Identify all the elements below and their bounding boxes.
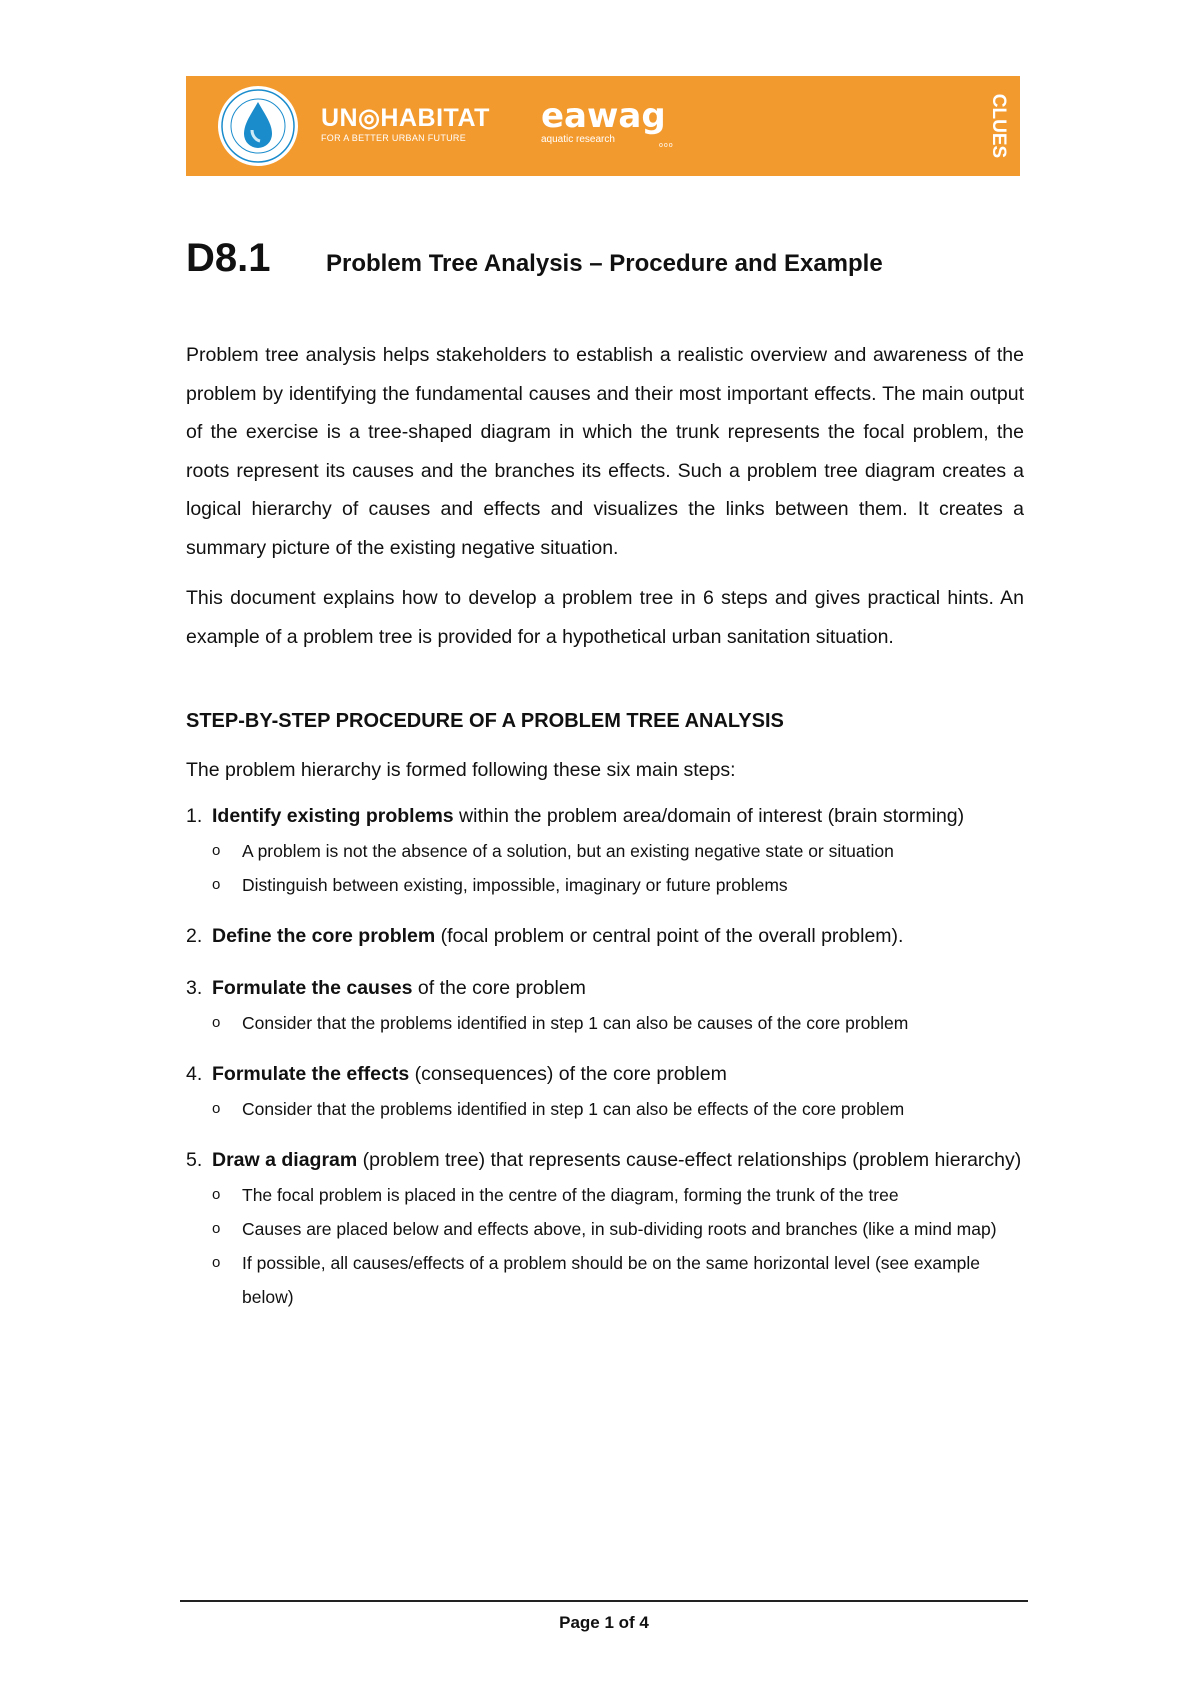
clues-logo — [984, 94, 1012, 158]
eawag-name: eawag — [541, 96, 666, 136]
step-description: within the problem area/domain of interest (brain storming) — [453, 805, 965, 827]
water-drop-logo-icon — [216, 84, 300, 168]
subpoint — [212, 1178, 1024, 1212]
bullet-icon: o — [212, 1220, 221, 1237]
step-subpoints — [212, 834, 1024, 902]
step-description: (problem tree) that represents cause-effect relationships (problem hierarchy) — [357, 1149, 1022, 1171]
un-habitat-logo — [321, 106, 490, 143]
header-banner — [186, 76, 1020, 176]
subpoint — [212, 1246, 1024, 1314]
eawag-dots: ooo — [659, 142, 674, 149]
step-title: Identify existing problems — [212, 805, 454, 827]
subpoint — [212, 1092, 1024, 1126]
bullet-icon: o — [212, 1014, 221, 1031]
subpoint — [212, 868, 1024, 902]
subpoint — [212, 1212, 1024, 1246]
step-item — [186, 798, 1024, 902]
clues-label: CLUES — [988, 93, 1009, 159]
subpoint — [212, 1006, 1024, 1040]
step-item — [186, 918, 1024, 954]
document-body — [186, 336, 1024, 1330]
subpoint-text: If possible, all causes/effects of a problem should be on the same horizontal level (see example below) — [242, 1253, 981, 1307]
footer-divider — [180, 1600, 1028, 1602]
step-number: 4. — [186, 1063, 203, 1085]
page-number: Page 1 of 4 — [559, 1613, 649, 1632]
step-title: Draw a diagram — [212, 1149, 358, 1171]
section-heading: STEP-BY-STEP PROCEDURE OF A PROBLEM TREE ANALYSIS — [186, 710, 784, 732]
step-item — [186, 1056, 1024, 1126]
bullet-icon: o — [212, 876, 221, 893]
subpoint-text: Causes are placed below and effects above, in sub-dividing roots and branches (like a mind map) — [242, 1219, 997, 1239]
bullet-icon: o — [212, 1186, 221, 1203]
step-text — [212, 918, 1024, 954]
intro-paragraph-2: This document explains how to develop a problem tree in 6 steps and gives practical hints. An example of a problem tree is provided for a hypothetical urban sanitation situation. — [186, 587, 1024, 648]
steps-list — [186, 798, 1024, 1314]
step-item — [186, 1142, 1024, 1314]
step-subpoints — [212, 1178, 1024, 1314]
step-number: 2. — [186, 925, 203, 947]
step-number: 5. — [186, 1149, 203, 1171]
step-text — [212, 1056, 1024, 1092]
step-title: Formulate the effects — [212, 1063, 410, 1085]
step-description: (consequences) of the core problem — [409, 1063, 727, 1085]
subpoint-text: A problem is not the absence of a solution, but an existing negative state or situation — [242, 841, 894, 861]
un-habitat-tagline: FOR A BETTER URBAN FUTURE — [321, 133, 467, 143]
document-number: D8.1 — [186, 236, 271, 280]
bullet-icon: o — [212, 1100, 221, 1117]
step-title: Define the core problem — [212, 925, 436, 947]
bullet-icon: o — [212, 842, 221, 859]
step-number: 3. — [186, 977, 203, 999]
step-item — [186, 970, 1024, 1040]
subpoint-text: The focal problem is placed in the centre of the diagram, forming the trunk of the tree — [242, 1185, 899, 1205]
step-subpoints — [212, 1092, 1024, 1126]
section-lead: The problem hierarchy is formed following these six main steps: — [186, 759, 736, 781]
intro-paragraph-1: Problem tree analysis helps stakeholders to establish a realistic overview and awareness of the problem by identifying the fundamental causes and their most important effects. The main output of the exercise is a tree-shaped diagram in which the trunk represents the focal problem, the roots represent its causes and the branches its effects. Such a problem tree diagram creates a logical hierarchy of causes and effects and visualizes the links between them. It creates a summary picture of the existing negative situation. — [186, 344, 1024, 559]
step-number: 1. — [186, 805, 203, 827]
step-description: (focal problem or central point of the overall problem). — [435, 925, 904, 947]
subpoint — [212, 834, 1024, 868]
document-title — [186, 236, 883, 281]
step-text — [212, 1142, 1024, 1178]
step-text — [212, 970, 1024, 1006]
bullet-icon: o — [212, 1254, 221, 1271]
eawag-tagline: aquatic research — [541, 134, 615, 145]
step-text — [212, 798, 1024, 834]
subpoint-text: Distinguish between existing, impossible, imaginary or future problems — [242, 875, 788, 895]
step-title: Formulate the causes — [212, 977, 413, 999]
step-description: of the core problem — [412, 977, 586, 999]
step-subpoints — [212, 1006, 1024, 1040]
subpoint-text: Consider that the problems identified in step 1 can also be effects of the core problem — [242, 1099, 905, 1119]
eawag-logo — [541, 96, 674, 149]
un-habitat-name: UN◎HABITAT — [321, 104, 490, 132]
document-title-text: Problem Tree Analysis – Procedure and Example — [326, 250, 883, 277]
subpoint-text: Consider that the problems identified in step 1 can also be causes of the core problem — [242, 1013, 909, 1033]
